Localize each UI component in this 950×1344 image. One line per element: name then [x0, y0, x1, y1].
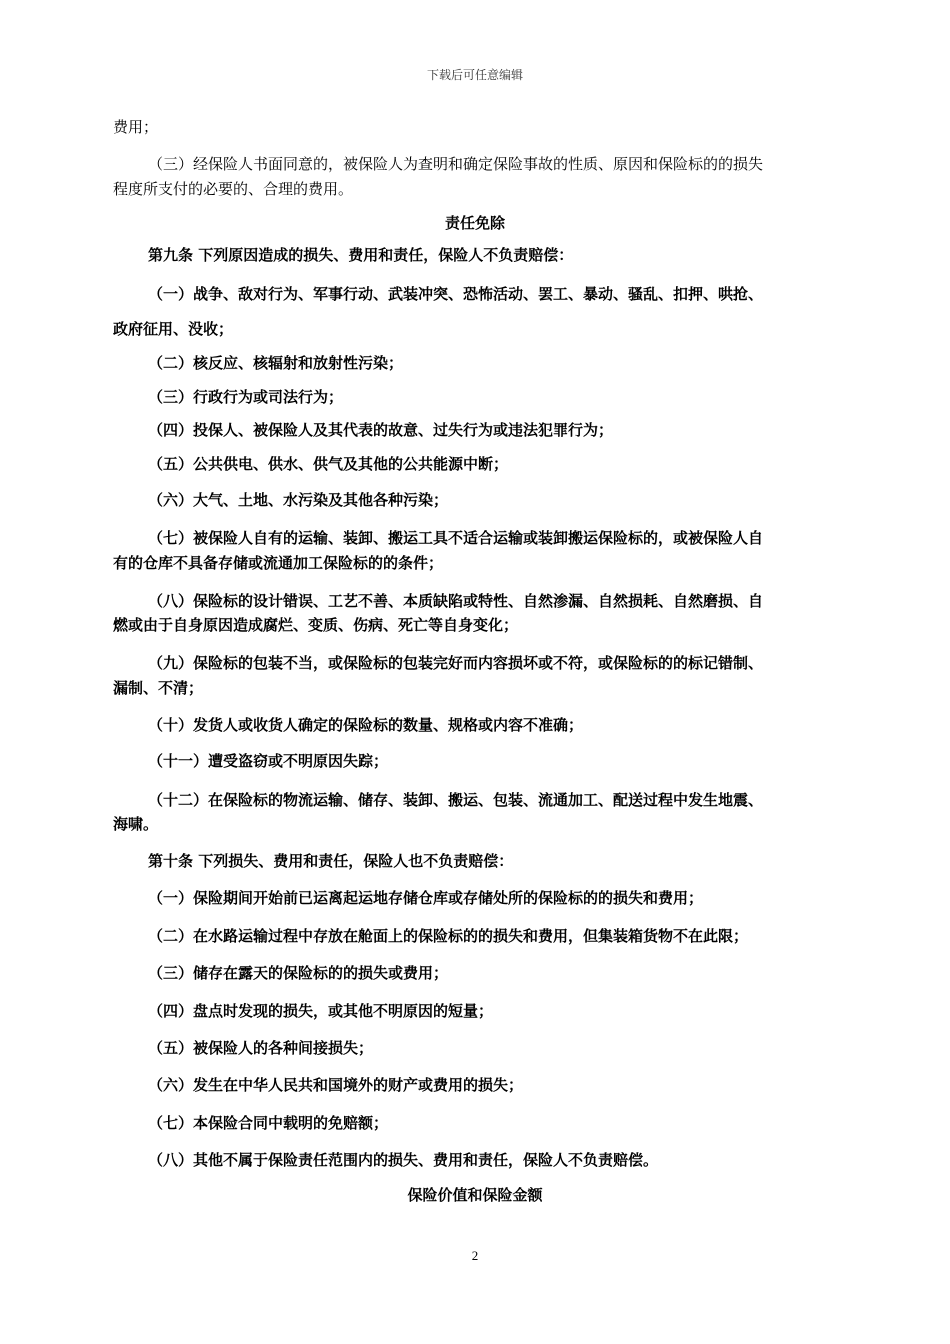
clause-line: （三）行政行为或司法行为； — [148, 388, 344, 406]
clause-line: （一）战争、敌对行为、军事行动、武装冲突、恐怖活动、罢工、暴动、骚乱、扣押、哄抢、 — [148, 285, 764, 303]
clause-line: （四）投保人、被保险人及其代表的故意、过失行为或违法犯罪行为； — [148, 421, 614, 439]
clause-line: （二）在水路运输过程中存放在舱面上的保险标的的损失和费用，但集装箱货物不在此限； — [148, 927, 749, 945]
clause-line: 漏制、不清； — [113, 679, 204, 697]
clause-line: （七）本保险合同中载明的免赔额； — [148, 1114, 389, 1132]
clause-line: （十二）在保险标的物流运输、储存、装卸、搬运、包装、流通加工、配送过程中发生地震、 — [148, 791, 764, 809]
clause-line: （二）核反应、核辐射和放射性污染； — [148, 354, 404, 372]
text-line: 费用； — [113, 118, 159, 136]
clause-line: （六）大气、土地、水污染及其他各种污染； — [148, 491, 449, 509]
clause-line: （一）保险期间开始前已运离起运地存储仓库或存储处所的保险标的的损失和费用； — [148, 889, 704, 907]
clause-line: （四）盘点时发现的损失，或其他不明原因的短量； — [148, 1002, 494, 1020]
clause-line: （九）保险标的包装不当，或保险标的包装完好而内容损坏或不符，或保险标的的标记错制、 — [148, 654, 764, 672]
clause-line: 燃或由于自身原因造成腐烂、变质、伤病、死亡等自身变化； — [113, 616, 519, 634]
clause-line: 海啸。 — [113, 815, 159, 833]
clause-line: （三）储存在露天的保险标的的损失或费用； — [148, 964, 449, 982]
section-heading: 责任免除 — [444, 214, 505, 232]
page-header: 下载后可任意编辑 — [426, 68, 523, 82]
clause-line: （六）发生在中华人民共和国境外的财产或费用的损失； — [148, 1076, 524, 1094]
clause-line: （八）其他不属于保险责任范围内的损失、费用和责任，保险人不负责赔偿。 — [148, 1151, 659, 1169]
text-line: 程度所支付的必要的、合理的费用。 — [113, 180, 354, 198]
clause-line: （五）公共供电、供水、供气及其他的公共能源中断； — [148, 455, 509, 473]
text-line: （三）经保险人书面同意的，被保险人为查明和确定保险事故的性质、原因和保险标的的损失 — [148, 155, 764, 173]
clause-line: （八）保险标的设计错误、工艺不善、本质缺陷或特性、自然渗漏、自然损耗、自然磨损、自 — [148, 592, 764, 610]
article-title: 第十条 下列损失、费用和责任，保险人也不负责赔偿： — [148, 852, 514, 870]
clause-line: 有的仓库不具备存储或流通加工保险标的的条件； — [113, 554, 444, 572]
clause-line: （十）发货人或收货人确定的保险标的数量、规格或内容不准确； — [148, 716, 584, 734]
clause-line: （五）被保险人的各种间接损失； — [148, 1039, 374, 1057]
page-number: 2 — [471, 1248, 479, 1263]
clause-line: 政府征用、没收； — [113, 320, 234, 338]
article-title: 第九条 下列原因造成的损失、费用和责任，保险人不负责赔偿： — [148, 246, 574, 264]
section-heading: 保险价值和保险金额 — [407, 1186, 543, 1204]
clause-line: （十一）遭受盗窃或不明原因失踪； — [148, 752, 389, 770]
clause-line: （七）被保险人自有的运输、装卸、搬运工具不适合运输或装卸搬运保险标的，或被保险人自 — [148, 529, 764, 547]
